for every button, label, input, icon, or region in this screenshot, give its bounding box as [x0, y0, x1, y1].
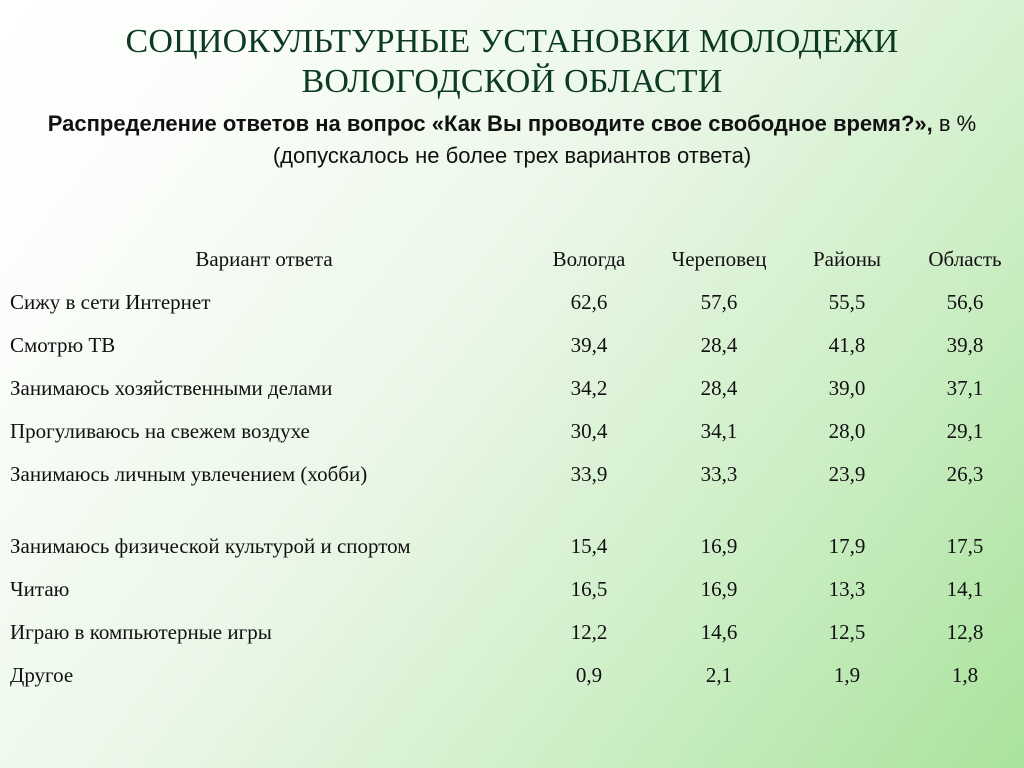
- slide-title-line-1: СОЦИОКУЛЬТУРНЫЕ УСТАНОВКИ МОЛОДЕЖИ: [125, 23, 899, 60]
- cell-vologda: 34,2: [570, 376, 608, 400]
- slide-title-line-2: ВОЛОГОДСКОЙ ОБЛАСТИ: [301, 63, 723, 100]
- group-spacer: [0, 496, 1024, 525]
- cell-districts: 39,0: [828, 376, 866, 400]
- cell-cherepovets: 28,4: [700, 376, 738, 400]
- header-oblast: Область: [928, 247, 1002, 271]
- cell-cherepovets: 16,9: [700, 534, 738, 558]
- cell-oblast: 56,6: [946, 290, 984, 314]
- cell-districts: 1,9: [833, 663, 861, 687]
- cell-vologda: 30,4: [570, 419, 608, 443]
- row-label: Играю в компьютерные игры: [10, 620, 272, 644]
- cell-oblast: 14,1: [946, 577, 984, 601]
- group-spacer-cell: [0, 496, 1024, 525]
- responses-table: [0, 238, 1024, 697]
- cell-districts: 41,8: [828, 333, 866, 357]
- cell-cherepovets: 33,3: [700, 462, 738, 486]
- table-caption: [28, 108, 996, 172]
- row-label: Занимаюсь хозяйственными делами: [10, 376, 333, 400]
- cell-vologda: 0,9: [575, 663, 603, 687]
- table-row: [0, 453, 1024, 496]
- row-label: Читаю: [10, 577, 70, 601]
- row-label: Смотрю ТВ: [10, 333, 116, 357]
- cell-oblast: 39,8: [946, 333, 984, 357]
- table-caption-question: Распределение ответов на вопрос «Как Вы проводите свое свободное время?»,: [47, 111, 933, 136]
- cell-cherepovets: 57,6: [700, 290, 738, 314]
- table-row: [0, 654, 1024, 697]
- cell-vologda: 39,4: [570, 333, 608, 357]
- slide-title: [0, 22, 1024, 102]
- cell-cherepovets: 14,6: [700, 620, 738, 644]
- table-header-row: [0, 238, 1024, 281]
- cell-districts: 12,5: [828, 620, 866, 644]
- cell-vologda: 16,5: [570, 577, 608, 601]
- cell-cherepovets: 16,9: [700, 577, 738, 601]
- row-label: Другое: [10, 663, 74, 687]
- cell-oblast: 37,1: [946, 376, 984, 400]
- cell-vologda: 33,9: [570, 462, 608, 486]
- table-row: [0, 367, 1024, 410]
- cell-cherepovets: 2,1: [705, 663, 733, 687]
- header-districts: Районы: [812, 247, 882, 271]
- cell-districts: 17,9: [828, 534, 866, 558]
- cell-vologda: 12,2: [570, 620, 608, 644]
- table-row: [0, 410, 1024, 453]
- table-row: [0, 611, 1024, 654]
- cell-districts: 13,3: [828, 577, 866, 601]
- table-row: [0, 525, 1024, 568]
- cell-districts: 55,5: [828, 290, 866, 314]
- cell-districts: 23,9: [828, 462, 866, 486]
- cell-oblast: 12,8: [946, 620, 984, 644]
- row-label: Сижу в сети Интернет: [10, 290, 211, 314]
- cell-vologda: 62,6: [570, 290, 608, 314]
- table-caption-note: в % (допускалось не более трех вариантов ответа): [272, 111, 977, 168]
- header-answer-option: Вариант ответа: [195, 247, 333, 271]
- cell-cherepovets: 34,1: [700, 419, 738, 443]
- cell-districts: 28,0: [828, 419, 866, 443]
- cell-cherepovets: 28,4: [700, 333, 738, 357]
- header-vologda: Вологда: [552, 247, 626, 271]
- cell-oblast: 1,8: [951, 663, 979, 687]
- table-row: [0, 281, 1024, 324]
- row-label: Прогуливаюсь на свежем воздухе: [10, 419, 310, 443]
- cell-vologda: 15,4: [570, 534, 608, 558]
- header-cherepovets: Череповец: [671, 247, 767, 271]
- cell-oblast: 17,5: [946, 534, 984, 558]
- table-row: [0, 324, 1024, 367]
- cell-oblast: 26,3: [946, 462, 984, 486]
- cell-oblast: 29,1: [946, 419, 984, 443]
- table-row: [0, 568, 1024, 611]
- row-label: Занимаюсь физической культурой и спортом: [10, 534, 411, 558]
- row-label: Занимаюсь личным увлечением (хобби): [10, 462, 368, 486]
